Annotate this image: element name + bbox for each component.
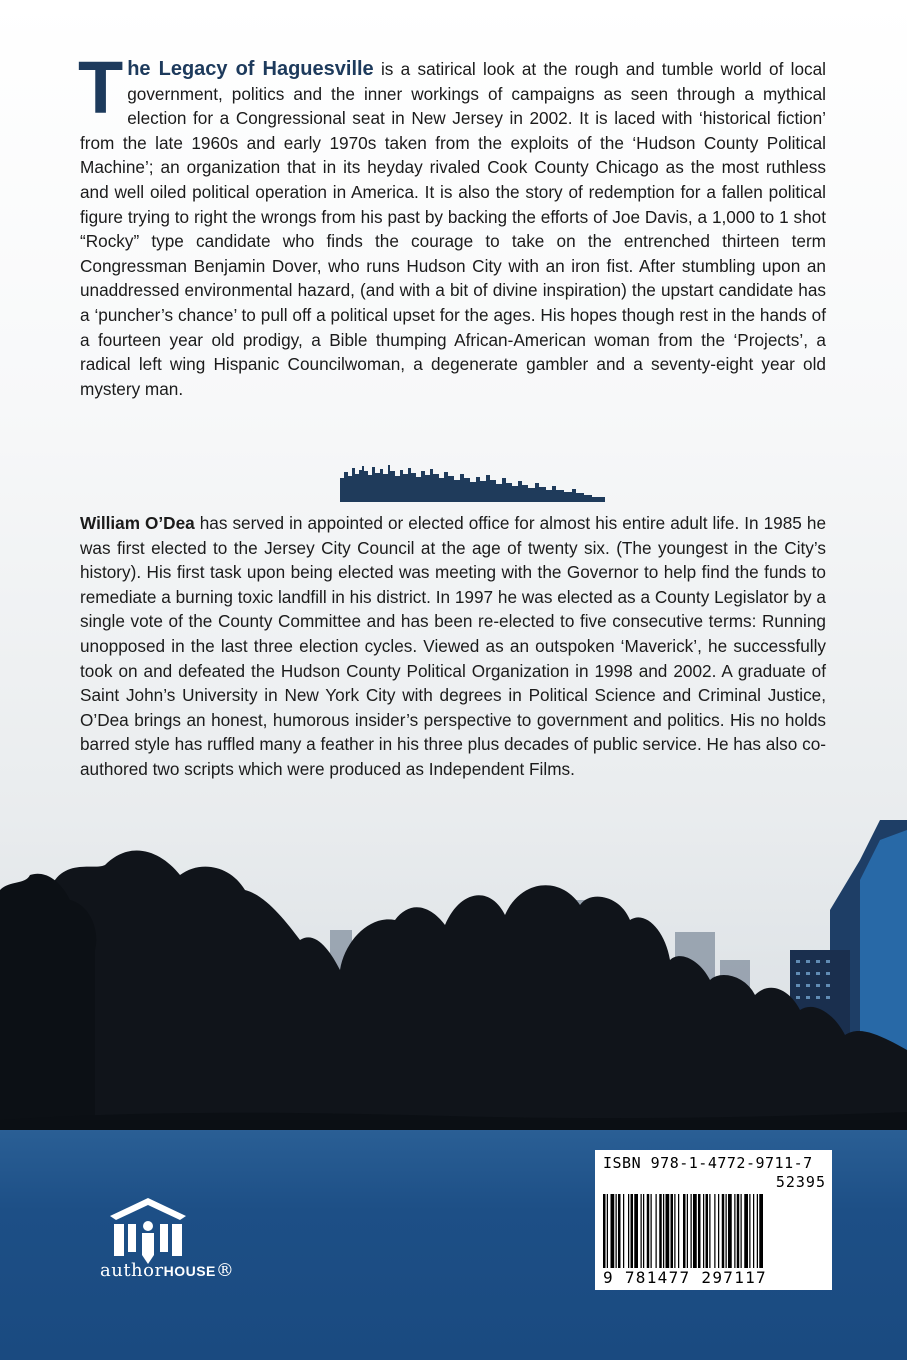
book-blurb xyxy=(78,46,826,401)
publisher-logo-author: author xyxy=(100,1260,164,1281)
author-bio xyxy=(80,511,826,782)
registered-mark: ® xyxy=(215,1260,235,1281)
blurb-text: is a satirical look at the rough and tumble world of local government, politics and the inner workings of campaigns as seen through a mythical election for a Congressional seat in New Jersey in 2002. It is laced with ‘historical fiction’ from the late 1960s and early 1970s taken from the exploits of the ‘Hudson County Political Machine’; an organization that in its heyday rivaled Cook County Chicago as the most ruthless and well oiled political operation in America. It is also the story of redemption for a fallen political figure trying to right the wrongs from his past by backing the efforts of Joe Davis, a 1,000 to 1 shot “Rocky” type candidate who finds the courage to take on the entrenched thirteen term Congressman Benjamin Dover, who runs Hudson City with an iron fist. After stumbling upon an unaddressed environmental hazard, (and with a bit of divine inspiration) the upstart candidate has a ‘puncher’s chance’ to pull off a political upset for the ages. His hopes though rest in the hands of a fourteen year old prodigy, a Bible thumping African-American woman from the ‘Projects’, a radical left wing Hispanic Councilwoman, a degenerate gambler and a seventy-eight year old mystery man. xyxy=(80,59,826,399)
barcode-panel xyxy=(595,1150,832,1290)
barcode-icon xyxy=(601,1194,826,1268)
skyline-divider-icon xyxy=(340,462,605,502)
publisher-logo-text xyxy=(100,1260,234,1281)
book-title: he Legacy of Haguesville xyxy=(127,58,374,80)
price-code: 52395 xyxy=(775,1173,826,1191)
isbn-label: ISBN 978-1-4772-9711-7 xyxy=(603,1154,813,1172)
publisher-logo-house: HOUSE xyxy=(163,1263,216,1279)
bio-text: has served in appointed or elected office for almost his entire adult life. In 1985 he was first elected to the Jersey City Council at the age of twenty six. (The youngest in the City’s history). His first task upon being elected was meeting with the Governor to help find the funds to remediate a burning toxic landfill in his district. In 1997 he was elected as a County Legislator by a single vote of the County Committee and has been re-elected to five consecutive terms: Running unopposed in the last three election cycles. Viewed as an outspoken ‘Maverick’, he successfully took on and defeated the Hudson County Political Organization in 1998 and 2002. A graduate of Saint John’s University in New York City with degrees in Political Science and Criminal Justice, O’Dea brings an honest, humorous insider’s perspective to government and politics. His no holds barred style has ruffled many a feather in his three plus decades of public service. He has also co-authored two scripts which were produced as Independent Films. xyxy=(80,513,826,779)
drop-cap: T xyxy=(78,46,124,129)
author-name: William O’Dea xyxy=(80,513,195,533)
ean-digits: 9 781477 297117 xyxy=(603,1268,767,1287)
